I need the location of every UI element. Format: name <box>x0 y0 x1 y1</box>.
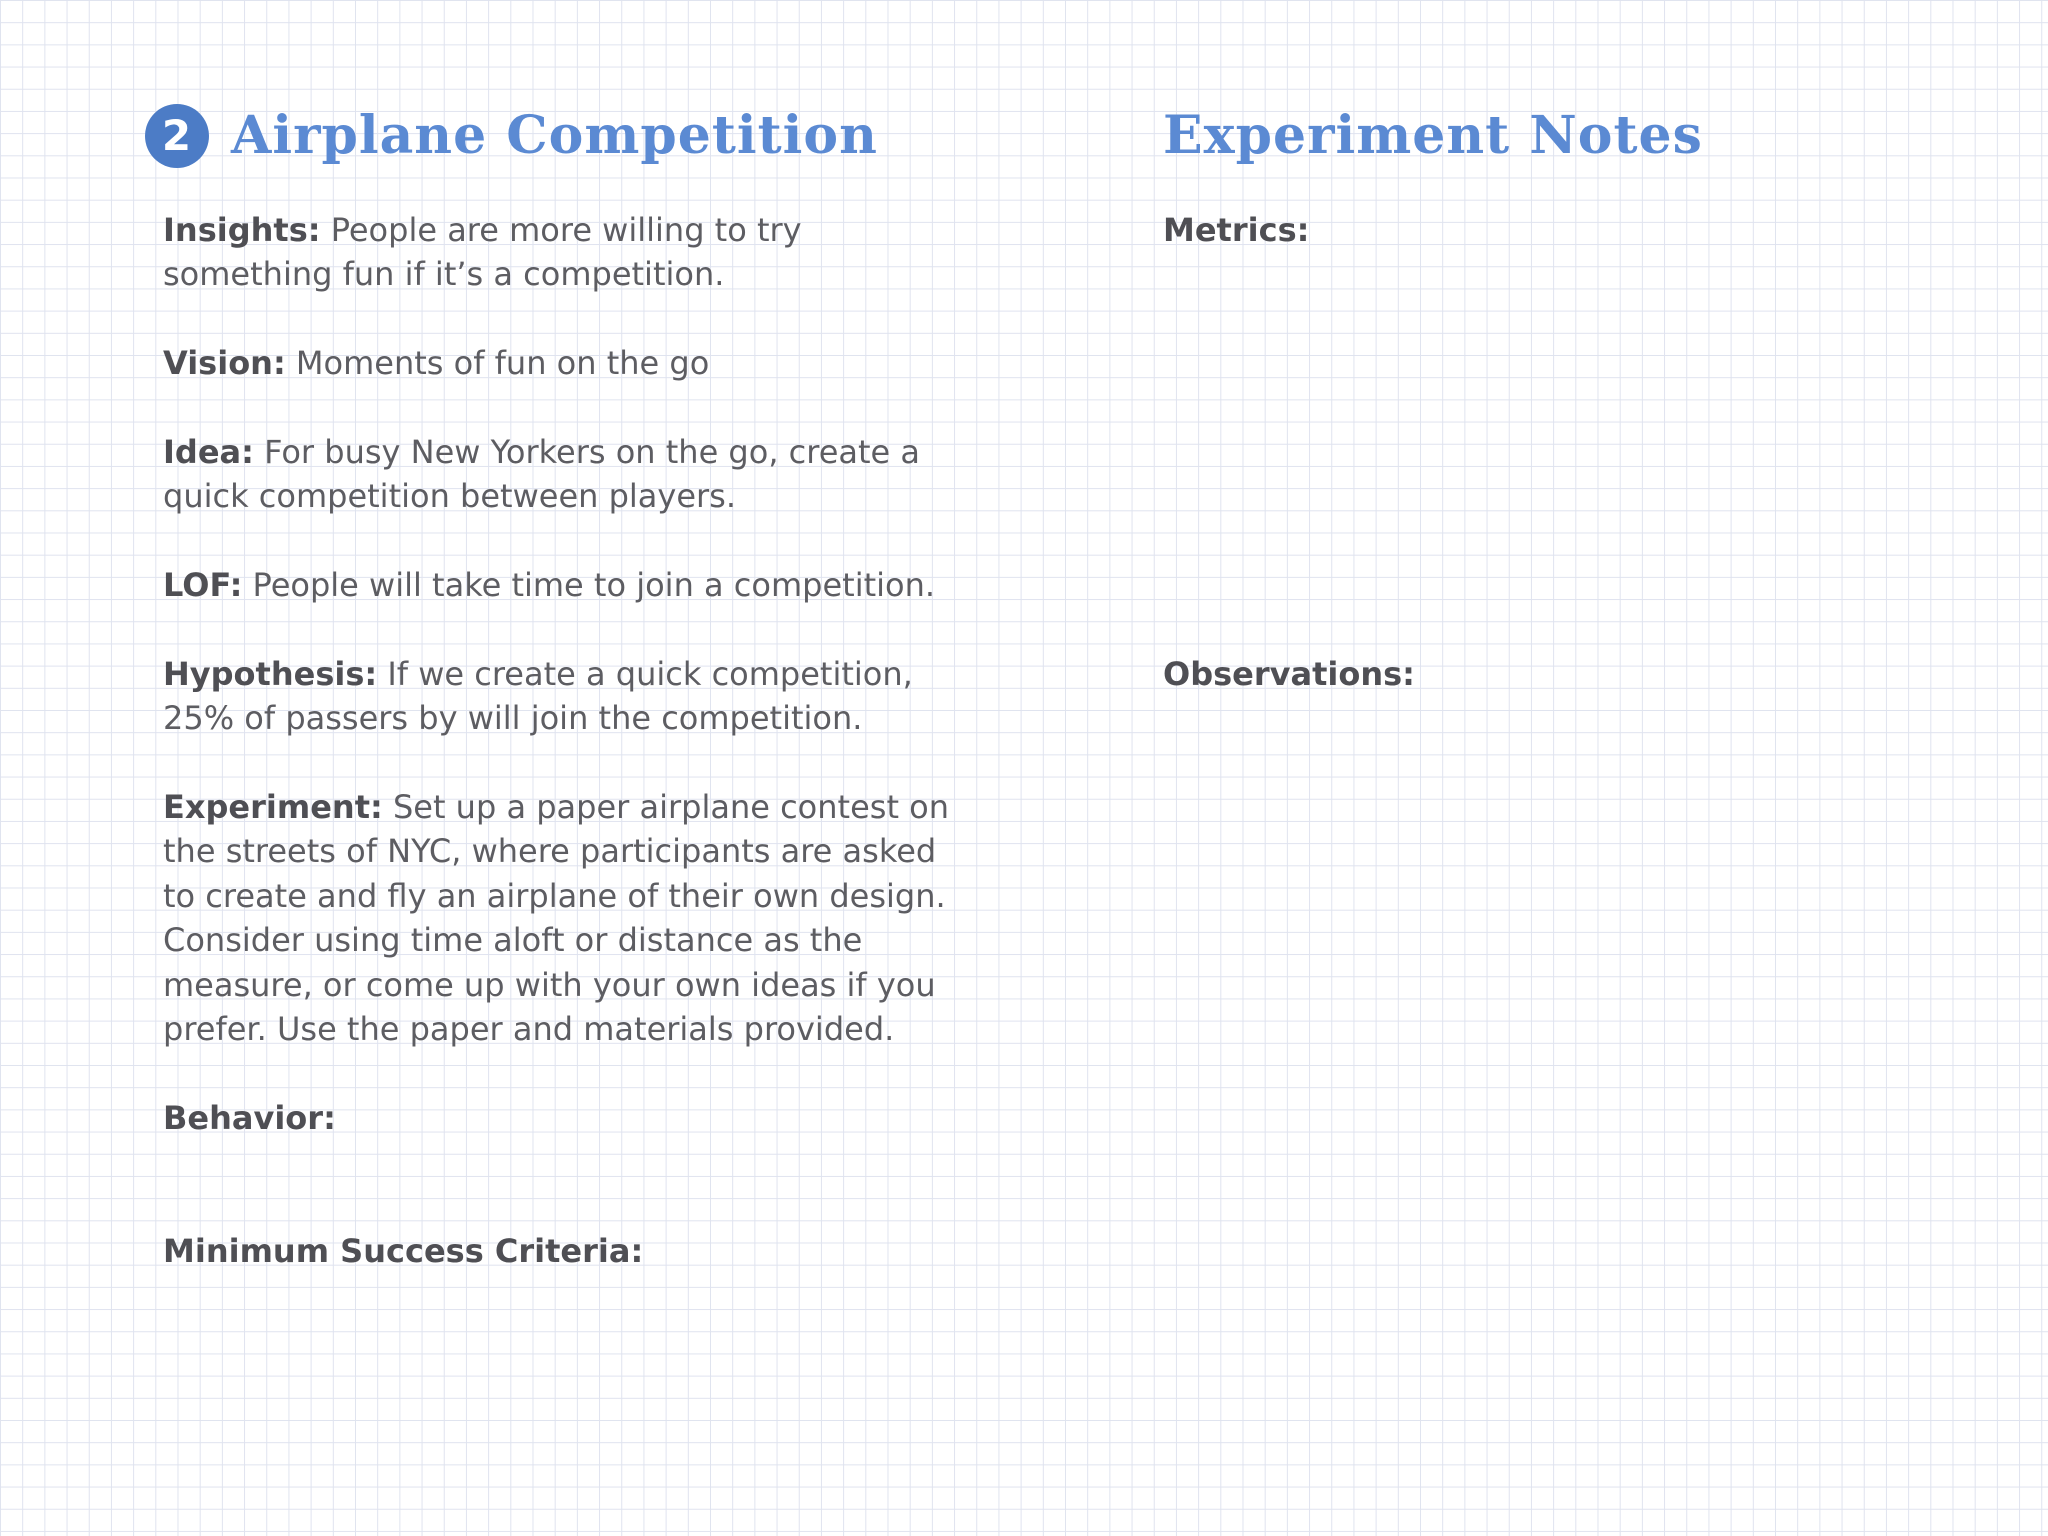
idea-text: For busy New Yorkers on the go, create a quick competition between players. <box>163 433 921 516</box>
section-title: Airplane Competition <box>231 105 878 166</box>
lof-entry <box>163 563 935 607</box>
insights-text: People are more willing to try something fun if it’s a competition. <box>163 211 802 294</box>
behavior-entry <box>163 1096 336 1140</box>
hypothesis-entry <box>163 652 913 741</box>
experiment-entry <box>163 785 949 1051</box>
lof-label: LOF: <box>163 566 243 604</box>
observations-entry <box>1163 652 1415 696</box>
hypothesis-text: If we create a quick competition, 25% of passers by will join the competition. <box>163 655 913 738</box>
notes-title: Experiment Notes <box>1163 105 1703 166</box>
section-heading <box>145 100 878 172</box>
experiment-text: Set up a paper airplane contest on the streets of NYC, where participants are asked to create and fly an airplane of their own design. Consider using time aloft or distance as the measure, or come up with your own ideas if you prefer. Use the paper and materials provided. <box>163 788 950 1049</box>
idea-label: Idea: <box>163 433 254 471</box>
observations-label: Observations: <box>1163 655 1415 693</box>
insights-label: Insights: <box>163 211 321 249</box>
insights-entry <box>163 208 802 297</box>
section-number-badge: 2 <box>145 104 209 168</box>
vision-entry <box>163 341 709 385</box>
minimum-success-criteria-label: Minimum Success Criteria: <box>163 1232 644 1270</box>
lof-text: People will take time to join a competition. <box>252 566 936 604</box>
vision-text: Moments of fun on the go <box>295 344 710 382</box>
idea-entry <box>163 430 920 519</box>
metrics-label: Metrics: <box>1163 211 1310 249</box>
notes-heading <box>1163 100 1703 172</box>
experiment-label: Experiment: <box>163 788 383 826</box>
metrics-entry <box>1163 208 1309 252</box>
behavior-label: Behavior: <box>163 1099 336 1137</box>
minimum-success-criteria-entry <box>163 1229 643 1273</box>
vision-label: Vision: <box>163 344 286 382</box>
hypothesis-label: Hypothesis: <box>163 655 378 693</box>
